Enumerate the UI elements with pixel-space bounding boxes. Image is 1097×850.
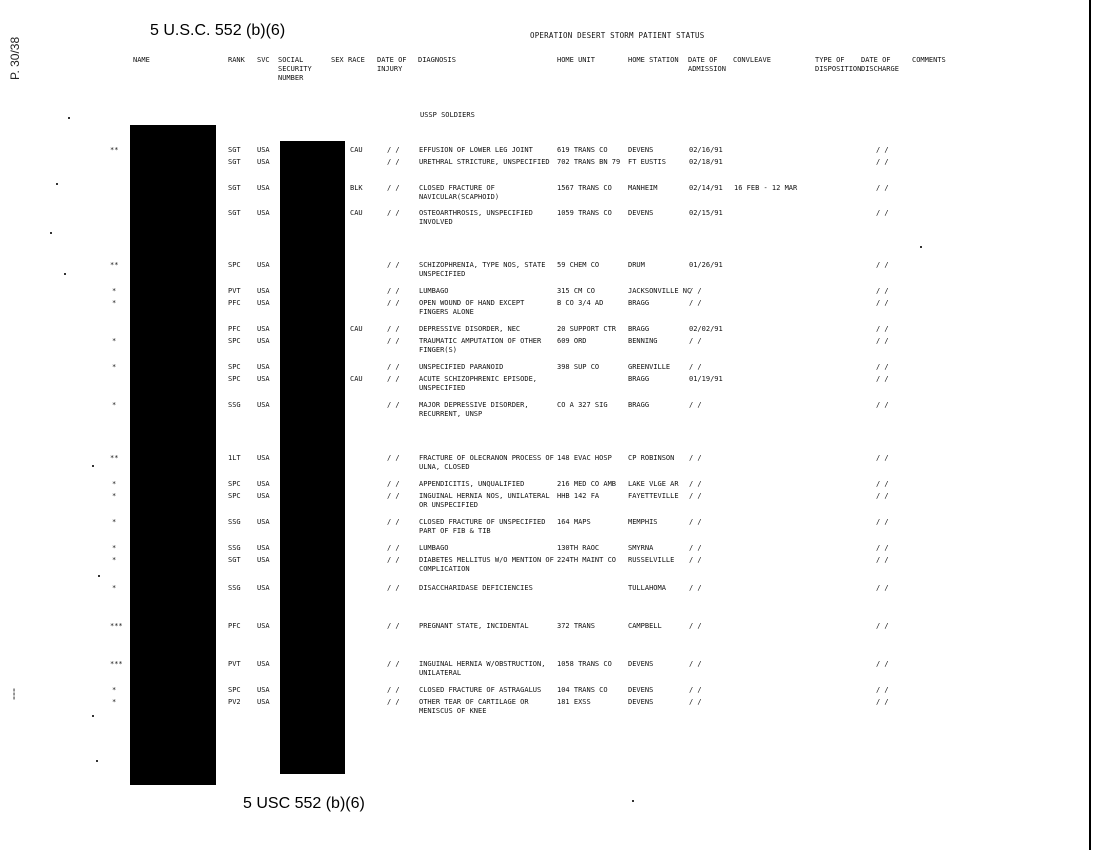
diagnosis-cell: OPEN WOUND OF HAND EXCEPT FINGERS ALONE xyxy=(419,299,525,316)
service-cell: USA xyxy=(257,209,270,217)
admission-date-cell: / / xyxy=(689,454,702,462)
discharge-date-cell: / / xyxy=(876,287,889,295)
race-cell: CAU xyxy=(350,325,363,333)
row-marker: * xyxy=(112,698,117,706)
exemption-label-top: 5 U.S.C. 552 (b)(6) xyxy=(150,22,286,39)
home-station-cell: CP ROBINSON xyxy=(628,454,675,462)
rank-cell: SPC xyxy=(228,686,241,694)
discharge-date-cell: / / xyxy=(876,158,889,166)
diagnosis-cell: DEPRESSIVE DISORDER, NEC xyxy=(419,325,521,333)
scan-speck xyxy=(98,575,100,577)
diagnosis-cell: INGUINAL HERNIA W/OBSTRUCTION, UNILATERAL xyxy=(419,660,546,677)
row-marker: * xyxy=(112,401,117,409)
admission-date-cell: / / xyxy=(689,337,702,345)
discharge-date-cell: / / xyxy=(876,325,889,333)
diagnosis-cell: LUMBAGO xyxy=(419,544,449,552)
rank-cell: SGT xyxy=(228,146,241,154)
admission-date-cell: / / xyxy=(689,686,702,694)
service-cell: USA xyxy=(257,287,270,295)
home-station-cell: DEVENS xyxy=(628,146,654,154)
rank-cell: SPC xyxy=(228,261,241,269)
scan-speck xyxy=(632,800,634,802)
rank-cell: PV2 xyxy=(228,698,241,706)
discharge-date-cell: / / xyxy=(876,454,889,462)
home-station-cell: FAYETTEVILLE xyxy=(628,492,679,500)
service-cell: USA xyxy=(257,480,270,488)
admission-date-cell: 02/15/91 xyxy=(689,209,723,217)
side-mark: --- xyxy=(6,688,20,700)
row-marker: ** xyxy=(110,261,119,269)
header-discharge-date: DATE OF DISCHARGE xyxy=(861,56,899,73)
redaction-name-column xyxy=(130,125,216,785)
scan-speck xyxy=(68,117,70,119)
home-station-cell: SMYRNA xyxy=(628,544,654,552)
home-unit-cell: 181 EXSS xyxy=(557,698,591,706)
rank-cell: 1LT xyxy=(228,454,241,462)
home-station-cell: DRUM xyxy=(628,261,645,269)
header-svc: SVC xyxy=(257,56,270,64)
discharge-date-cell: / / xyxy=(876,363,889,371)
row-marker: ** xyxy=(110,146,119,154)
home-station-cell: TULLAHOMA xyxy=(628,584,666,592)
discharge-date-cell: / / xyxy=(876,698,889,706)
home-station-cell: FT EUSTIS xyxy=(628,158,666,166)
discharge-date-cell: / / xyxy=(876,492,889,500)
home-station-cell: DEVENS xyxy=(628,686,654,694)
row-marker: * xyxy=(112,556,117,564)
diagnosis-cell: UNSPECIFIED PARANOID xyxy=(419,363,504,371)
admission-date-cell: 02/14/91 xyxy=(689,184,723,192)
home-unit-cell: 1058 TRANS CO xyxy=(557,660,612,668)
service-cell: USA xyxy=(257,584,270,592)
service-cell: USA xyxy=(257,518,270,526)
home-unit-cell: 224TH MAINT CO xyxy=(557,556,617,564)
injury-date-cell: / / xyxy=(387,158,400,166)
injury-date-cell: / / xyxy=(387,401,400,409)
admission-date-cell: 01/26/91 xyxy=(689,261,723,269)
home-station-cell: GREENVILLE xyxy=(628,363,671,371)
service-cell: USA xyxy=(257,622,270,630)
home-unit-cell: 702 TRANS BN 79 xyxy=(557,158,621,166)
home-station-cell: JACKSONVILLE NC xyxy=(628,287,692,295)
injury-date-cell: / / xyxy=(387,556,400,564)
discharge-date-cell: / / xyxy=(876,209,889,217)
home-unit-cell: 315 CM CO xyxy=(557,287,595,295)
diagnosis-cell: FRACTURE OF OLECRANON PROCESS OF ULNA, CLOSED xyxy=(419,454,554,471)
home-station-cell: DEVENS xyxy=(628,698,654,706)
home-station-cell: CAMPBELL xyxy=(628,622,662,630)
rank-cell: SSG xyxy=(228,584,241,592)
scan-speck xyxy=(50,232,52,234)
home-station-cell: DEVENS xyxy=(628,209,654,217)
row-marker: * xyxy=(112,287,117,295)
home-station-cell: MANHEIM xyxy=(628,184,658,192)
admission-date-cell: / / xyxy=(689,544,702,552)
admission-date-cell: / / xyxy=(689,518,702,526)
rank-cell: PFC xyxy=(228,299,241,307)
rank-cell: PVT xyxy=(228,660,241,668)
row-marker: * xyxy=(112,544,117,552)
rank-cell: PFC xyxy=(228,325,241,333)
admission-date-cell: 02/02/91 xyxy=(689,325,723,333)
service-cell: USA xyxy=(257,454,270,462)
header-rank: RANK xyxy=(228,56,245,64)
row-marker: * xyxy=(112,299,117,307)
service-cell: USA xyxy=(257,184,270,192)
diagnosis-cell: OTHER TEAR OF CARTILAGE OR MENISCUS OF KNEE xyxy=(419,698,529,715)
service-cell: USA xyxy=(257,660,270,668)
diagnosis-cell: LUMBAGO xyxy=(419,287,449,295)
diagnosis-cell: APPENDICITIS, UNQUALIFIED xyxy=(419,480,525,488)
injury-date-cell: / / xyxy=(387,660,400,668)
injury-date-cell: / / xyxy=(387,184,400,192)
injury-date-cell: / / xyxy=(387,492,400,500)
scan-speck xyxy=(56,183,58,185)
admission-date-cell: / / xyxy=(689,556,702,564)
service-cell: USA xyxy=(257,492,270,500)
row-marker: * xyxy=(112,337,117,345)
home-unit-cell: 1059 TRANS CO xyxy=(557,209,612,217)
diagnosis-cell: DISACCHARIDASE DEFICIENCIES xyxy=(419,584,533,592)
diagnosis-cell: TRAUMATIC AMPUTATION OF OTHER FINGER(S) xyxy=(419,337,542,354)
discharge-date-cell: / / xyxy=(876,184,889,192)
admission-date-cell: / / xyxy=(689,660,702,668)
rank-cell: SSG xyxy=(228,401,241,409)
row-marker: *** xyxy=(110,622,123,630)
home-unit-cell: B CO 3/4 AD xyxy=(557,299,604,307)
rank-cell: SPC xyxy=(228,375,241,383)
injury-date-cell: / / xyxy=(387,518,400,526)
diagnosis-cell: DIABETES MELLITUS W/O MENTION OF COMPLICATION xyxy=(419,556,554,573)
service-cell: USA xyxy=(257,261,270,269)
injury-date-cell: / / xyxy=(387,287,400,295)
diagnosis-cell: CLOSED FRACTURE OF ASTRAGALUS xyxy=(419,686,542,694)
injury-date-cell: / / xyxy=(387,622,400,630)
rank-cell: SPC xyxy=(228,363,241,371)
injury-date-cell: / / xyxy=(387,209,400,217)
service-cell: USA xyxy=(257,686,270,694)
scan-speck xyxy=(96,760,98,762)
injury-date-cell: / / xyxy=(387,363,400,371)
service-cell: USA xyxy=(257,363,270,371)
home-unit-cell: 372 TRANS xyxy=(557,622,595,630)
service-cell: USA xyxy=(257,556,270,564)
injury-date-cell: / / xyxy=(387,698,400,706)
header-name: NAME xyxy=(133,56,150,64)
injury-date-cell: / / xyxy=(387,325,400,333)
section-subheader: USSP SOLDIERS xyxy=(420,111,475,119)
discharge-date-cell: / / xyxy=(876,401,889,409)
admission-date-cell: / / xyxy=(689,480,702,488)
home-unit-cell: HHB 142 FA xyxy=(557,492,600,500)
injury-date-cell: / / xyxy=(387,299,400,307)
race-cell: CAU xyxy=(350,375,363,383)
discharge-date-cell: / / xyxy=(876,556,889,564)
admission-date-cell: / / xyxy=(689,401,702,409)
diagnosis-cell: SCHIZOPHRENIA, TYPE NOS, STATE UNSPECIFIED xyxy=(419,261,546,278)
home-station-cell: BRAGG xyxy=(628,401,650,409)
home-unit-cell: 104 TRANS CO xyxy=(557,686,608,694)
home-unit-cell: 148 EVAC HOSP xyxy=(557,454,612,462)
discharge-date-cell: / / xyxy=(876,337,889,345)
row-marker: * xyxy=(112,480,117,488)
diagnosis-cell: MAJOR DEPRESSIVE DISORDER, RECURRENT, UNSP xyxy=(419,401,529,418)
discharge-date-cell: / / xyxy=(876,544,889,552)
admission-date-cell: / / xyxy=(689,584,702,592)
home-unit-cell: 164 MAPS xyxy=(557,518,591,526)
scan-speck xyxy=(64,273,66,275)
injury-date-cell: / / xyxy=(387,584,400,592)
injury-date-cell: / / xyxy=(387,375,400,383)
home-station-cell: LAKE VLGE AR xyxy=(628,480,679,488)
service-cell: USA xyxy=(257,299,270,307)
injury-date-cell: / / xyxy=(387,337,400,345)
home-station-cell: BRAGG xyxy=(628,325,650,333)
admission-date-cell: / / xyxy=(689,363,702,371)
discharge-date-cell: / / xyxy=(876,299,889,307)
header-convalescent-leave: CONVLEAVE xyxy=(733,56,771,64)
rank-cell: SGT xyxy=(228,184,241,192)
row-marker: * xyxy=(112,686,117,694)
rank-cell: SPC xyxy=(228,492,241,500)
admission-date-cell: / / xyxy=(689,622,702,630)
discharge-date-cell: / / xyxy=(876,480,889,488)
diagnosis-cell: EFFUSION OF LOWER LEG JOINT xyxy=(419,146,533,154)
row-marker: * xyxy=(112,492,117,500)
row-marker: *** xyxy=(110,660,123,668)
home-station-cell: BRAGG xyxy=(628,299,650,307)
home-unit-cell: 59 CHEM CO xyxy=(557,261,600,269)
diagnosis-cell: INGUINAL HERNIA NOS, UNILATERAL OR UNSPECIFIED xyxy=(419,492,550,509)
row-marker: ** xyxy=(110,454,119,462)
home-unit-cell: 619 TRANS CO xyxy=(557,146,608,154)
rank-cell: SGT xyxy=(228,556,241,564)
home-unit-cell: CO A 327 SIG xyxy=(557,401,608,409)
row-marker: * xyxy=(112,584,117,592)
row-marker: * xyxy=(112,363,117,371)
header-injury-date: DATE OF INJURY xyxy=(377,56,407,73)
service-cell: USA xyxy=(257,146,270,154)
service-cell: USA xyxy=(257,375,270,383)
discharge-date-cell: / / xyxy=(876,375,889,383)
admission-date-cell: / / xyxy=(689,287,702,295)
rank-cell: PFC xyxy=(228,622,241,630)
home-unit-cell: 130TH RAOC xyxy=(557,544,600,552)
race-cell: CAU xyxy=(350,209,363,217)
service-cell: USA xyxy=(257,401,270,409)
header-home-station: HOME STATION xyxy=(628,56,679,64)
diagnosis-cell: CLOSED FRACTURE OF NAVICULAR(SCAPHOID) xyxy=(419,184,500,201)
header-comments: COMMENTS xyxy=(912,56,946,64)
redaction-ssn-column xyxy=(280,141,345,774)
discharge-date-cell: / / xyxy=(876,660,889,668)
injury-date-cell: / / xyxy=(387,454,400,462)
injury-date-cell: / / xyxy=(387,544,400,552)
admission-date-cell: / / xyxy=(689,492,702,500)
header-race: RACE xyxy=(348,56,365,64)
admission-date-cell: 02/16/91 xyxy=(689,146,723,154)
rank-cell: SPC xyxy=(228,337,241,345)
race-cell: CAU xyxy=(350,146,363,154)
header-ssn: SOCIAL SECURITY NUMBER xyxy=(278,56,312,82)
service-cell: USA xyxy=(257,325,270,333)
rank-cell: SSG xyxy=(228,518,241,526)
diagnosis-cell: URETHRAL STRICTURE, UNSPECIFIED xyxy=(419,158,550,166)
discharge-date-cell: / / xyxy=(876,622,889,630)
rank-cell: SGT xyxy=(228,209,241,217)
discharge-date-cell: / / xyxy=(876,584,889,592)
admission-date-cell: / / xyxy=(689,299,702,307)
service-cell: USA xyxy=(257,158,270,166)
rank-cell: PVT xyxy=(228,287,241,295)
service-cell: USA xyxy=(257,544,270,552)
home-unit-cell: 1567 TRANS CO xyxy=(557,184,612,192)
injury-date-cell: / / xyxy=(387,146,400,154)
scan-speck xyxy=(92,715,94,717)
admission-date-cell: / / xyxy=(689,698,702,706)
home-unit-cell: 398 SUP CO xyxy=(557,363,600,371)
header-admission-date: DATE OF ADMISSION xyxy=(688,56,726,73)
discharge-date-cell: / / xyxy=(876,146,889,154)
rank-cell: SSG xyxy=(228,544,241,552)
diagnosis-cell: ACUTE SCHIZOPHRENIC EPISODE, UNSPECIFIED xyxy=(419,375,538,392)
injury-date-cell: / / xyxy=(387,261,400,269)
page-edge-line xyxy=(1089,0,1091,850)
discharge-date-cell: / / xyxy=(876,261,889,269)
home-unit-cell: 609 ORD xyxy=(557,337,587,345)
home-station-cell: MEMPHIS xyxy=(628,518,658,526)
header-sex: SEX xyxy=(331,56,344,64)
scan-speck xyxy=(92,465,94,467)
report-title: OPERATION DESERT STORM PATIENT STATUS xyxy=(530,31,705,40)
admission-date-cell: 02/18/91 xyxy=(689,158,723,166)
discharge-date-cell: / / xyxy=(876,686,889,694)
diagnosis-cell: PREGNANT STATE, INCIDENTAL xyxy=(419,622,529,630)
home-station-cell: RUSSELVILLE xyxy=(628,556,675,564)
row-marker: * xyxy=(112,518,117,526)
rank-cell: SGT xyxy=(228,158,241,166)
rank-cell: SPC xyxy=(228,480,241,488)
home-station-cell: DEVENS xyxy=(628,660,654,668)
injury-date-cell: / / xyxy=(387,480,400,488)
home-station-cell: BENNING xyxy=(628,337,658,345)
home-unit-cell: 20 SUPPORT CTR xyxy=(557,325,617,333)
scan-speck xyxy=(920,246,922,248)
header-disposition-type: TYPE OF DISPOSITION xyxy=(815,56,862,73)
admission-date-cell: 01/19/91 xyxy=(689,375,723,383)
header-home-unit: HOME UNIT xyxy=(557,56,595,64)
service-cell: USA xyxy=(257,698,270,706)
injury-date-cell: / / xyxy=(387,686,400,694)
service-cell: USA xyxy=(257,337,270,345)
page-reference: P. 30/38 xyxy=(8,36,22,80)
header-diagnosis: DIAGNOSIS xyxy=(418,56,456,64)
home-station-cell: BRAGG xyxy=(628,375,650,383)
diagnosis-cell: CLOSED FRACTURE OF UNSPECIFIED PART OF FIB & TIB xyxy=(419,518,546,535)
exemption-label-bottom: 5 USC 552 (b)(6) xyxy=(243,795,365,812)
diagnosis-cell: OSTEOARTHROSIS, UNSPECIFIED INVOLVED xyxy=(419,209,533,226)
home-unit-cell: 216 MED CO AMB xyxy=(557,480,617,488)
convalescent-leave-cell: 16 FEB - 12 MAR xyxy=(734,184,798,192)
race-cell: BLK xyxy=(350,184,363,192)
discharge-date-cell: / / xyxy=(876,518,889,526)
